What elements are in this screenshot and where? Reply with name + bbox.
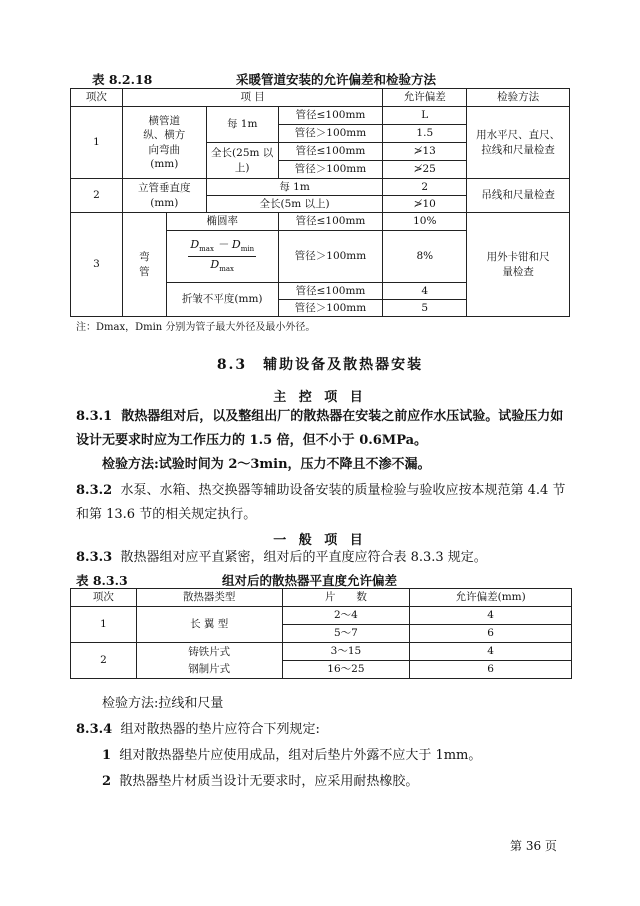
- row2-no: 2: [71, 179, 123, 213]
- table-8-2-18: [70, 88, 570, 317]
- row3-d4: 管径＞100mm: [278, 300, 383, 317]
- row2-v1: 4: [410, 643, 572, 661]
- clause-8-3-1: [76, 405, 576, 453]
- header-deviation: 允许偏差: [383, 89, 467, 107]
- table-row: [71, 213, 570, 231]
- row2-s2: 全长(5m 以上): [206, 196, 383, 213]
- header-no: 项次: [71, 589, 137, 607]
- row2-v2: ≯10: [383, 196, 467, 213]
- row3-v1: 10%: [383, 213, 467, 231]
- header-no: 项次: [71, 89, 123, 107]
- list-item-text: 组对散热器垫片应使用成品，组对后垫片外露不应大于 1mm。: [119, 748, 482, 763]
- list-item-text: 散热器垫片材质当设计无要求时，应采用耐热橡胶。: [119, 774, 419, 789]
- table-row: [71, 607, 572, 625]
- row2-method: 吊线和尺量检查: [467, 179, 570, 213]
- row3-d3: 管径≤100mm: [278, 283, 383, 300]
- row3-v4: 5: [383, 300, 467, 317]
- ovality-formula: [166, 231, 278, 283]
- table-row: [71, 661, 572, 679]
- row1-no: 1: [71, 607, 137, 643]
- header-item: 项 目: [122, 89, 383, 107]
- table1-title: 采暖管道安装的允许偏差和检验方法: [236, 72, 437, 87]
- row3-ovality: 椭圆率: [166, 213, 278, 231]
- clause-number: 8.3.4: [76, 722, 113, 737]
- row2-v2: 6: [410, 661, 572, 679]
- row3-item: 弯管: [122, 213, 166, 317]
- row2-type2: 钢制片式: [136, 661, 282, 679]
- check-method-text: 检验方法:试验时间为 2～3min，压力不降且不渗不漏。: [102, 457, 431, 472]
- table2-title: 组对后的散热器平直度允许偏差: [222, 573, 398, 588]
- row1-no: 1: [71, 107, 123, 179]
- table-row: [71, 179, 570, 196]
- row2-c1: 3～15: [282, 643, 410, 661]
- header-type: 散热器类型: [136, 589, 282, 607]
- row1-v2: 1.5: [383, 125, 467, 143]
- row2-s1: 每 1m: [206, 179, 383, 196]
- table2-header-row: [71, 589, 572, 607]
- row3-v2: 8%: [383, 231, 467, 283]
- table1-note: 注：Dmax，Dmin 分别为管子最大外径及最小外径。: [76, 322, 316, 333]
- row1-c2: 5～7: [282, 625, 410, 643]
- list-item-number: 1: [102, 748, 112, 763]
- row1-v1: L: [383, 107, 467, 125]
- table1-header-row: [71, 89, 570, 107]
- list-item: [102, 770, 572, 794]
- row1-v1: 4: [410, 607, 572, 625]
- row1-v3: ≯13: [383, 143, 467, 161]
- row3-v3: 4: [383, 283, 467, 300]
- table-row: [71, 643, 572, 661]
- row1-sub2: 全长(25m 以上): [206, 143, 278, 179]
- row3-method: 用外卡钳和尺量检查: [467, 213, 570, 317]
- general-items-title: 一 般 项 目: [273, 533, 367, 548]
- page-number: 第 36 页: [510, 839, 557, 853]
- row1-c1: 2～4: [282, 607, 410, 625]
- table-8-3-3: [70, 588, 572, 679]
- list-item-number: 2: [102, 774, 112, 789]
- header-method: 检验方法: [467, 89, 570, 107]
- row2-c2: 16～25: [282, 661, 410, 679]
- clause-text: 水泵、水箱、热交换器等辅助设备安装的质量检验与验收应按本规范第 4.4 节和第 13.6 节的相关规定执行。: [76, 483, 566, 522]
- clause-text: 散热器组对应平直紧密，组对后的平直度应符合表 8.3.3 规定。: [120, 550, 487, 565]
- section-title: 8.3 辅助设备及散热器安装: [216, 357, 424, 373]
- clause-8-3-1-check: [102, 453, 572, 477]
- clause-text: 散热器组对后，以及整组出厂的散热器在安装之前应作水压试验。试验压力如设计无要求时应为工作压力的 1.5 倍，但不小于 0.6MPa。: [76, 409, 564, 448]
- table2-check-method: 检验方法:拉线和尺量: [102, 696, 224, 711]
- main-items-title: 主 控 项 目: [273, 390, 367, 405]
- row1-type: 长 翼 型: [136, 607, 282, 643]
- header-count: 片 数: [282, 589, 410, 607]
- row3-wrinkle: 折皱不平度(mm): [166, 283, 278, 317]
- list-item: [102, 744, 572, 768]
- table2-number: 表 8.3.3: [76, 573, 128, 588]
- row2-item: 立管垂直度(mm): [122, 179, 206, 213]
- clause-number: 8.3.3: [76, 550, 113, 565]
- ovality-fraction: [188, 238, 256, 274]
- clause-text: 组对散热器的垫片应符合下列规定:: [120, 722, 320, 737]
- row1-v4: ≯25: [383, 161, 467, 179]
- fraction-numerator: $D_{max} - D_{min}$: [188, 238, 256, 257]
- table-row: [71, 107, 570, 125]
- clause-8-3-3: [76, 546, 576, 570]
- row1-method: 用水平尺、直尺、拉线和尺量检查: [467, 107, 570, 179]
- row3-no: 3: [71, 213, 123, 317]
- row1-d3: 管径≤100mm: [278, 143, 383, 161]
- clause-8-3-4: [76, 718, 576, 742]
- row1-item: 横管道纵、横方向弯曲(mm): [122, 107, 206, 179]
- row1-d1: 管径≤100mm: [278, 107, 383, 125]
- clause-8-3-2: [76, 479, 576, 527]
- row1-d2: 管径＞100mm: [278, 125, 383, 143]
- row1-d4: 管径＞100mm: [278, 161, 383, 179]
- header-deviation: 允许偏差(mm): [410, 589, 572, 607]
- clause-number: 8.3.1: [76, 409, 113, 424]
- row1-sub1: 每 1m: [206, 107, 278, 143]
- row2-v1: 2: [383, 179, 467, 196]
- row3-d1: 管径≤100mm: [278, 213, 383, 231]
- row2-no: 2: [71, 643, 137, 679]
- table1-number: 表 8.2.18: [92, 72, 153, 87]
- row2-type1: 铸铁片式: [136, 643, 282, 661]
- row3-d2: 管径＞100mm: [278, 231, 383, 283]
- row1-v2: 6: [410, 625, 572, 643]
- fraction-denominator: $D_{max}$: [210, 258, 234, 274]
- clause-number: 8.3.2: [76, 483, 113, 498]
